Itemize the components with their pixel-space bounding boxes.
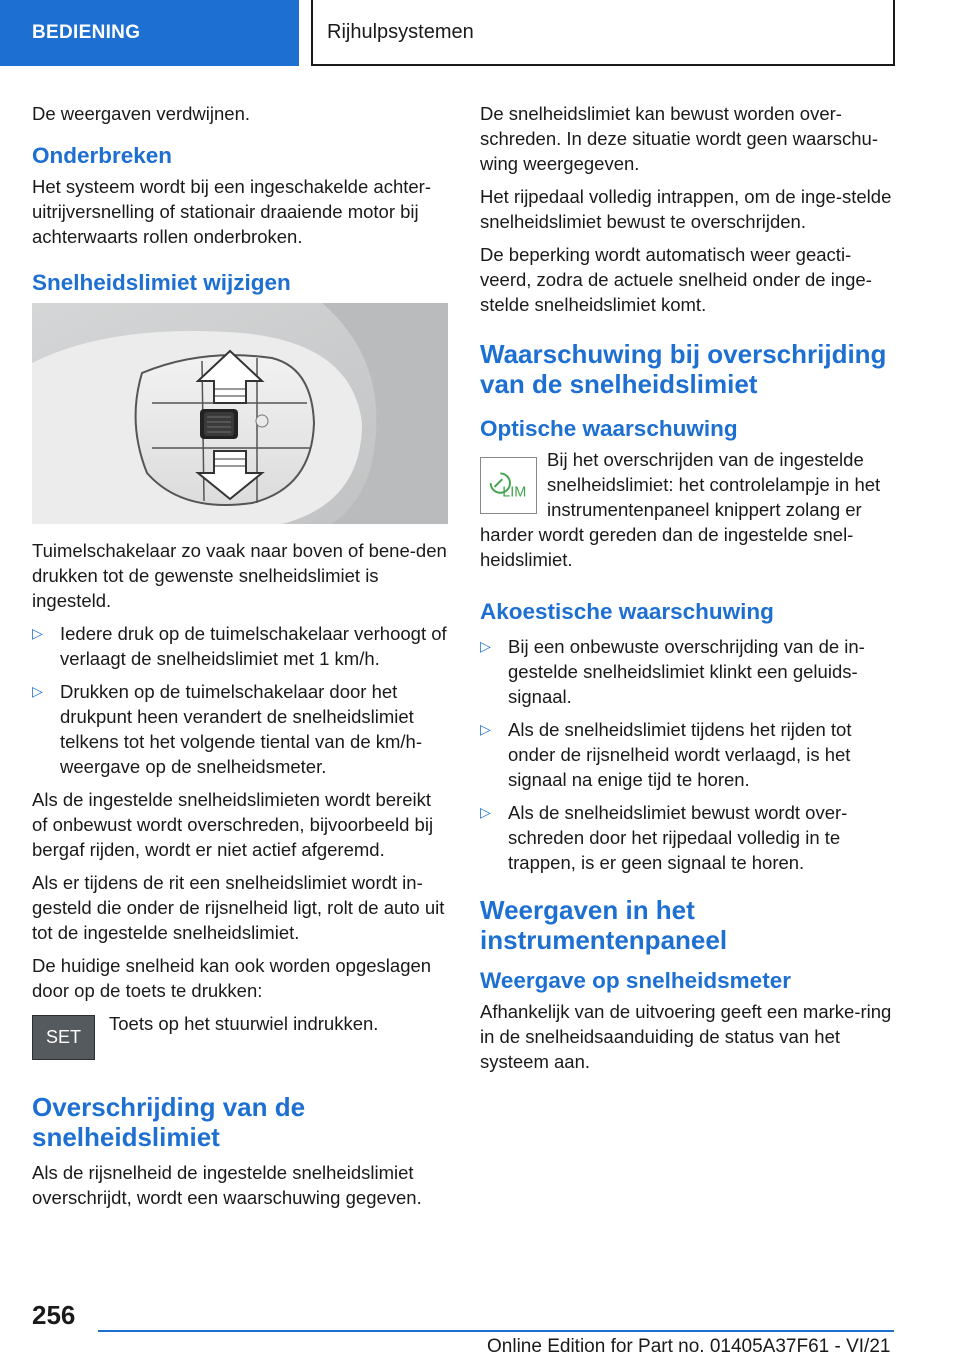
paragraph: Bij het overschrijden van de ingestelde snelheidslimiet: het controlelampje in het instrumentenpaneel knippert zolang er harder wordt gereden dan de ingestelde snel-heidslimiet. (480, 449, 881, 570)
triangle-right-outline-icon: ▷ (480, 721, 491, 737)
left-column (32, 101, 448, 1218)
heading-weergaven: Weergaven in het instrumentenpaneel (480, 895, 728, 955)
heading-akoestische-waarschuwing: Akoestische waarschuwing (480, 599, 774, 624)
paragraph: De weergaven verdwijnen. (32, 103, 251, 124)
paragraph: De huidige snelheid kan ook worden opgeslagen door op de toets te drukken: (32, 955, 432, 1001)
chapter-title: Rijhulpsystemen (327, 20, 474, 43)
chapter-header (311, 0, 895, 66)
paragraph: De snelheidslimiet kan bewust worden over-schreden. In deze situatie wordt geen waarschu-wing weergegeven. (480, 103, 878, 174)
page-number: 256 (32, 1300, 76, 1330)
heading-weergave-snelheidsmeter: Weergave op snelheidsmeter (480, 968, 791, 993)
paragraph: Het systeem wordt bij een ingeschakelde achter-uitrijversnelling of stationair draaiende motor bij achterwaarts rollen onderbroken. (32, 176, 431, 247)
bullet-list (480, 634, 896, 875)
paragraph: Toets op het stuurwiel indrukken. (109, 1013, 379, 1034)
paragraph: Tuimelschakelaar zo vaak naar boven of bene-den drukken tot de gewenste snelheidslimiet is ingesteld. (32, 540, 447, 611)
list-item: ▷ Iedere druk op de tuimelschakelaar verhoogt of verlaagt de snelheidslimiet met 1 km/h. (32, 623, 447, 669)
paragraph: Als de ingestelde snelheidslimieten wordt bereikt of onbewust wordt overschreden, bijvoorbeeld bij bergaf rijden, wordt er niet actief afgeremd. (32, 789, 434, 860)
set-key-row (32, 1011, 448, 1064)
set-key-icon: SET (32, 1015, 95, 1060)
list-item: ▷ Drukken op de tuimelschakelaar door het drukpunt heen verandert de snelheidslimiet telkens tot het volgende tiental van de km/h-weergave op de snelheidsmeter. (32, 681, 422, 777)
svg-text:LIM: LIM (502, 484, 527, 501)
edition-note: Online Edition for Part no. 01405A37F61 - VI/21 (487, 1336, 891, 1357)
triangle-right-outline-icon: ▷ (480, 638, 491, 654)
heading-snelheidslimiet-wijzigen: Snelheidslimiet wijzigen (32, 270, 291, 295)
list-item: ▷ Als de snelheidslimiet bewust wordt over-schreden door het rijpedaal volledig in te trappen, is er geen signaal te horen. (480, 802, 848, 873)
bullet-list (32, 621, 448, 779)
heading-onderbreken: Onderbreken (32, 143, 173, 168)
steering-wheel-rocker-switch-illustration (32, 303, 448, 524)
section-tab (0, 0, 299, 66)
heading-optische-waarschuwing: Optische waarschuwing (480, 416, 738, 441)
paragraph: Het rijpedaal volledig intrappen, om de inge-stelde snelheidslimiet bewust te overschrijden. (480, 186, 892, 232)
triangle-right-outline-icon: ▷ (32, 683, 43, 699)
paragraph: Als de rijsnelheid de ingestelde snelheidslimiet overschrijdt, wordt een waarschuwing gegeven. (32, 1162, 422, 1208)
paragraph: Als er tijdens de rit een snelheidslimiet wordt in-gesteld die onder de rijsnelheid ligt, rolt de auto uit tot de ingestelde snelheidslimiet. (32, 872, 445, 943)
footer-divider (98, 1330, 894, 1332)
list-item: ▷ Bij een onbewuste overschrijding van de in-gestelde snelheidslimiet klinkt een geluids-signaal. (480, 636, 865, 707)
paragraph: De beperking wordt automatisch weer geacti-veerd, zodra de actuele snelheid onder de inge-stelde snelheidslimiet komt. (480, 244, 872, 315)
triangle-right-outline-icon: ▷ (480, 804, 491, 820)
right-column (480, 101, 896, 1082)
lim-indicator-row (480, 447, 896, 572)
heading-overschrijding: Overschrijding van de snelheidslimiet (32, 1092, 306, 1152)
triangle-right-outline-icon: ▷ (32, 625, 43, 641)
list-item: ▷ Als de snelheidslimiet tijdens het rijden tot onder de rijsnelheid wordt verlaagd, is het signaal na enige tijd te horen. (480, 719, 852, 790)
heading-waarschuwing: Waarschuwing bij overschrijding van de snelheidslimiet (480, 339, 887, 399)
lim-indicator-icon (480, 457, 537, 514)
section-label: BEDIENING (32, 22, 141, 43)
paragraph: Afhankelijk van de uitvoering geeft een marke-ring in de snelheidsaanduiding de status van het systeem aan. (480, 1001, 892, 1072)
